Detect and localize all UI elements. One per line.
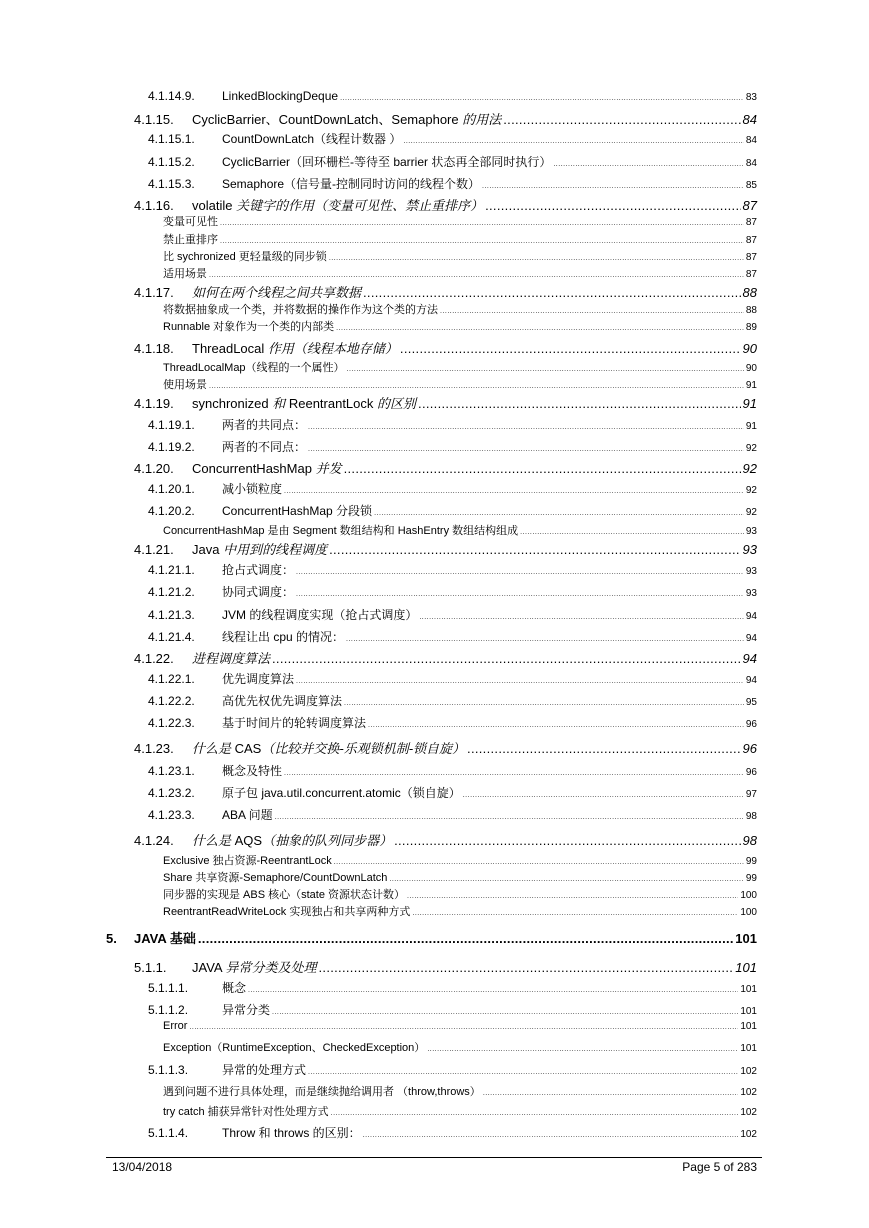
- toc-dot-leader: [329, 542, 740, 557]
- toc-entry[interactable]: [148, 1001, 757, 1018]
- toc-entry[interactable]: [148, 480, 757, 497]
- toc-entry[interactable]: [106, 928, 757, 947]
- toc-entry-title: Share 共享资源-Semaphore/CountDownLatch: [163, 872, 388, 884]
- toc-entry-title-text: volatile: [192, 198, 237, 213]
- toc-entry-number: 4.1.23.3.: [148, 808, 195, 822]
- toc-dot-leader: [296, 569, 744, 576]
- toc-dot-leader: [308, 446, 744, 453]
- toc-entry-title: [192, 393, 416, 412]
- toc-dot-leader: [296, 678, 744, 685]
- toc-entry-page: 99: [745, 856, 757, 867]
- toc-entry[interactable]: [148, 628, 757, 645]
- toc-entry-page: 85: [745, 180, 757, 191]
- toc-entry-page: 93: [745, 588, 757, 599]
- toc-entry-title: try catch 捕获异常针对性处理方式: [163, 1106, 329, 1118]
- toc-entry-title-italic: 进程调度算法: [192, 651, 271, 666]
- toc-entry-page: 98: [742, 833, 757, 848]
- toc-entry-title: [192, 282, 361, 301]
- toc-entry-page: 101: [735, 931, 757, 946]
- toc-entry[interactable]: [163, 522, 757, 538]
- toc-entry-title: [192, 539, 327, 558]
- toc-entry-page: 97: [745, 789, 757, 800]
- toc-entry-title: 两者的不同点：: [222, 440, 307, 454]
- toc-entry-title: 比 sychronized 更轻量级的同步锁: [163, 251, 327, 263]
- toc-entry-number: 4.1.21.1.: [148, 563, 195, 577]
- toc-entry-title: 抢占式调度：: [222, 563, 295, 577]
- toc-entry-page: 93: [745, 526, 757, 537]
- toc-dot-leader: [553, 161, 744, 168]
- toc-entry-page: 90: [742, 341, 757, 356]
- toc-dot-leader: [427, 1046, 738, 1053]
- toc-entry-title: JAVA 基础: [134, 931, 196, 946]
- toc-entry-number: 4.1.17.: [134, 285, 174, 300]
- toc-dot-leader: [198, 931, 733, 946]
- toc-entry-number: 4.1.22.1.: [148, 672, 195, 686]
- toc-entry-number: 4.1.15.3.: [148, 177, 195, 191]
- toc-dot-leader: [368, 722, 744, 729]
- toc-entry-number: 5.1.1.2.: [148, 1003, 189, 1017]
- toc-entry-page: 94: [742, 651, 757, 666]
- toc-entry-number: 4.1.19.1.: [148, 418, 195, 432]
- toc-entry-page: 88: [742, 285, 757, 300]
- toc-dot-leader: [482, 183, 744, 190]
- toc-entry-title: CyclicBarrier（回环栅栏-等待至 barrier 状态再全部同时执行）: [222, 155, 552, 169]
- toc-entry-title-italic: 异常分类及处理: [225, 960, 317, 975]
- toc-entry-number: 4.1.19.2.: [148, 440, 195, 454]
- toc-dot-leader: [336, 325, 744, 332]
- toc-entry-page: 87: [745, 269, 757, 280]
- toc-entry-page: 102: [740, 1087, 757, 1098]
- toc-entry-title: Runnable 对象作为一个类的内部类: [163, 321, 335, 333]
- toc-entry[interactable]: [163, 1039, 757, 1055]
- toc-dot-leader: [220, 220, 744, 227]
- toc-entry-page: 87: [745, 217, 757, 228]
- toc-entry-title: 优先调度算法: [222, 672, 295, 686]
- toc-entry-page: 101: [740, 1006, 757, 1017]
- toc-entry-number: 4.1.15.2.: [148, 155, 195, 169]
- toc-dot-leader: [331, 1110, 739, 1117]
- toc-entry[interactable]: [148, 583, 757, 600]
- toc-entry-title: LinkedBlockingDeque: [222, 89, 339, 103]
- toc-entry[interactable]: [148, 502, 757, 519]
- toc-entry-title: 变量可见性: [163, 216, 218, 228]
- toc-entry-title: [192, 458, 342, 477]
- toc-entry-title-italic: 什么是: [192, 741, 232, 756]
- toc-entry-page: 91: [745, 421, 757, 432]
- toc-entry[interactable]: [163, 1083, 757, 1099]
- toc-entry-page: 84: [742, 112, 757, 127]
- toc-entry[interactable]: [148, 438, 757, 455]
- toc-entry-title-italic: 什么是: [192, 833, 232, 848]
- toc-entry-title: 基于时间片的轮转调度算法: [222, 716, 367, 730]
- toc-entry-title-text: CAS: [231, 741, 262, 756]
- toc-dot-leader: [520, 529, 744, 536]
- toc-dot-leader: [403, 138, 743, 145]
- toc-entry-page: 102: [740, 1066, 757, 1077]
- toc-entry[interactable]: [148, 1061, 757, 1078]
- toc-dot-leader: [485, 198, 740, 213]
- toc-entry-number: 4.1.22.: [134, 651, 174, 666]
- toc-entry-page: 102: [740, 1129, 757, 1140]
- toc-entry[interactable]: [134, 830, 757, 849]
- toc-entry-title: 异常的处理方式: [222, 1063, 307, 1077]
- toc-dot-leader: [483, 1090, 739, 1097]
- toc-entry-number: 4.1.15.: [134, 112, 174, 127]
- toc-entry-page: 93: [742, 542, 757, 557]
- toc-dot-leader: [363, 1132, 739, 1139]
- toc-entry[interactable]: [163, 318, 757, 334]
- toc-entry-title-text: AQS: [231, 833, 263, 848]
- toc-entry[interactable]: [148, 175, 757, 192]
- toc-entry-page: 101: [740, 984, 757, 995]
- footer-date: 13/04/2018: [112, 1160, 173, 1174]
- toc-entry-title: 将数据抽象成一个类，并将数据的操作作为这个类的方法: [163, 304, 438, 316]
- toc-entry-number: 4.1.19.: [134, 396, 174, 411]
- toc-dot-leader: [394, 833, 740, 848]
- toc-entry-number: 4.1.23.2.: [148, 786, 195, 800]
- toc-entry[interactable]: [148, 692, 757, 709]
- toc-entry-title: ReentrantReadWriteLock 实现独占和共享两种方式: [163, 906, 411, 918]
- toc-entry-title: 遇到问题不进行具体处理，而是继续抛给调用者 （throw,throws）: [163, 1086, 481, 1098]
- toc-entry-title: 两者的共同点：: [222, 418, 307, 432]
- toc-entry[interactable]: [134, 738, 757, 757]
- toc-entry-page: 101: [740, 1043, 757, 1054]
- toc-entry-title: 同步器的实现是 ABS 核心（state 资源状态计数）: [163, 889, 406, 901]
- toc-entry[interactable]: [148, 561, 757, 578]
- toc-entry-page: 94: [745, 675, 757, 686]
- toc-entry[interactable]: [134, 957, 757, 976]
- toc-dot-leader: [308, 1069, 738, 1076]
- toc-dot-leader: [284, 770, 744, 777]
- toc-entry-page: 87: [745, 235, 757, 246]
- toc-entry-page: 87: [742, 198, 757, 213]
- toc-entry[interactable]: [163, 903, 757, 919]
- toc-entry-number: 4.1.18.: [134, 341, 174, 356]
- toc-entry-title: 协同式调度：: [222, 585, 295, 599]
- toc-dot-leader: [220, 238, 744, 245]
- toc-entry[interactable]: [134, 458, 757, 477]
- toc-entry-title: 适用场景: [163, 268, 207, 280]
- toc-entry-page: 98: [745, 811, 757, 822]
- toc-entry-title: [192, 195, 483, 214]
- toc-entry-title: 高优先权优先调度算法: [222, 694, 343, 708]
- toc-entry-number: 4.1.23.: [134, 741, 174, 756]
- toc-entry[interactable]: [148, 1124, 757, 1141]
- toc-entry-page: 83: [745, 92, 757, 103]
- toc-entry-title: [192, 109, 501, 128]
- toc-entry-title-text: CyclicBarrier、CountDownLatch、Semaphore: [192, 112, 463, 127]
- toc-entry-title: [192, 957, 317, 976]
- toc-entry-title: 使用场景: [163, 379, 207, 391]
- toc-dot-leader: [340, 95, 744, 102]
- toc-dot-leader: [418, 396, 741, 411]
- toc-entry[interactable]: [163, 301, 757, 317]
- toc-dot-leader: [467, 741, 741, 756]
- toc-entry-number: 4.1.24.: [134, 833, 174, 848]
- toc-entry-title-italic: 并发: [315, 461, 342, 476]
- toc-entry-number: 4.1.14.9.: [148, 89, 195, 103]
- toc-entry-page: 95: [745, 697, 757, 708]
- toc-entry-number: 4.1.16.: [134, 198, 174, 213]
- toc-entry-page: 91: [745, 380, 757, 391]
- toc-dot-leader: [272, 651, 741, 666]
- toc-entry[interactable]: [134, 282, 757, 301]
- toc-entry-title-italic: 和: [272, 396, 286, 411]
- toc-entry-number: 4.1.20.1.: [148, 482, 195, 496]
- toc-entry-number: 5.1.1.3.: [148, 1063, 189, 1077]
- toc-entry[interactable]: [134, 393, 757, 412]
- toc-entry-number: 4.1.21.2.: [148, 585, 195, 599]
- toc-entry-title: 概念及特性: [222, 764, 283, 778]
- toc-entry-page: 92: [742, 461, 757, 476]
- toc-entry-number: 4.1.21.4.: [148, 630, 195, 644]
- toc-entry-title: ThreadLocalMap（线程的一个属性）: [163, 362, 345, 374]
- toc-entry-page: 87: [745, 252, 757, 263]
- toc-entry-title: [192, 338, 398, 357]
- toc-entry-title: Throw 和 throws 的区别：: [222, 1126, 361, 1140]
- toc-entry-page: 94: [745, 633, 757, 644]
- toc-entry-title: ConcurrentHashMap 是由 Segment 数组结构和 HashEntry 数组结构组成: [163, 525, 519, 537]
- toc-entry-page: 102: [740, 1107, 757, 1118]
- toc-entry-title: 禁止重排序: [163, 234, 218, 246]
- toc-entry[interactable]: [163, 869, 757, 885]
- toc-entry-page: 100: [740, 890, 757, 901]
- toc-entry-title-italic: 作用（线程本地存储）: [267, 341, 398, 356]
- toc-entry[interactable]: [134, 338, 757, 357]
- toc-entry-number: 4.1.22.2.: [148, 694, 195, 708]
- toc-entry-title-italic: （比较并交换-乐观锁机制-锁自旋）: [261, 741, 466, 756]
- toc-entry[interactable]: [148, 784, 757, 801]
- toc-entry-page: 84: [745, 158, 757, 169]
- toc-entry-page: 99: [745, 873, 757, 884]
- toc-dot-leader: [272, 1009, 738, 1016]
- toc-entry[interactable]: [134, 109, 757, 128]
- toc-entry-page: 100: [740, 907, 757, 918]
- toc-entry-page: 88: [745, 305, 757, 316]
- toc-entry-page: 93: [745, 566, 757, 577]
- toc-dot-leader: [412, 910, 738, 917]
- toc-entry-number: 4.1.20.: [134, 461, 174, 476]
- toc-entry-title-text: Java: [192, 542, 224, 557]
- toc-entry-title-text: synchronized: [192, 396, 273, 411]
- toc-entry-title: Exception（RuntimeException、CheckedException）: [163, 1042, 426, 1054]
- toc-dot-leader: [209, 383, 744, 390]
- toc-entry-title: Error: [163, 1020, 188, 1032]
- toc-entry[interactable]: [163, 376, 757, 392]
- toc-entry-number: 4.1.23.1.: [148, 764, 195, 778]
- toc-entry-page: 96: [742, 741, 757, 756]
- toc-entry[interactable]: [163, 248, 757, 264]
- toc-entry-page: 92: [745, 507, 757, 518]
- toc-entry[interactable]: [163, 1020, 757, 1032]
- toc-entry[interactable]: [163, 265, 757, 281]
- toc-entry[interactable]: [148, 979, 757, 996]
- toc-dot-leader: [344, 461, 741, 476]
- toc-entry[interactable]: [163, 213, 757, 229]
- toc-entry-title: [192, 830, 392, 849]
- toc-entry-title-italic: 关键字的作用（变量可见性、禁止重排序）: [236, 198, 484, 213]
- toc-entry[interactable]: [148, 130, 757, 147]
- toc-dot-leader: [189, 1024, 738, 1031]
- toc-entry-title-text: ConcurrentHashMap: [192, 461, 316, 476]
- toc-entry-page: 84: [745, 135, 757, 146]
- toc-entry-number: 5.1.1.1.: [148, 981, 189, 995]
- toc-entry-page: 96: [745, 767, 757, 778]
- toc-entry[interactable]: [148, 89, 757, 103]
- toc-dot-leader: [419, 614, 744, 621]
- toc-entry-title: 异常分类: [222, 1003, 271, 1017]
- toc-entry-page: 91: [742, 396, 757, 411]
- toc-dot-leader: [346, 636, 744, 643]
- toc-dot-leader: [296, 591, 744, 598]
- toc-dot-leader: [374, 510, 744, 517]
- toc-dot-leader: [347, 366, 744, 373]
- toc-entry-number: 5.1.1.: [134, 960, 167, 975]
- toc-entry-title: [192, 738, 465, 757]
- toc-entry-title-italic: 的区别: [377, 396, 417, 411]
- toc-entry[interactable]: [134, 648, 757, 667]
- toc-entry[interactable]: [163, 886, 757, 902]
- toc-entry-title: CountDownLatch（线程计数器 ）: [222, 132, 402, 146]
- toc-entry-title: JVM 的线程调度实现（抢占式调度）: [222, 608, 418, 622]
- toc-dot-leader: [400, 341, 741, 356]
- toc-entry[interactable]: [163, 1103, 757, 1119]
- toc-entry-number: 5.: [106, 931, 117, 946]
- toc-dot-leader: [389, 876, 743, 883]
- toc-entry[interactable]: [163, 231, 757, 247]
- toc-entry-page: 92: [745, 443, 757, 454]
- toc-entry[interactable]: [148, 714, 757, 731]
- toc-entry-title-italic: 的用法: [462, 112, 502, 127]
- toc-entry-page: 94: [745, 611, 757, 622]
- toc-entry-title-italic: 如何在两个线程之间共享数据: [192, 285, 362, 300]
- toc-entry-title: Semaphore（信号量-控制同时访问的线程个数）: [222, 177, 481, 191]
- toc-entry-number: 4.1.22.3.: [148, 716, 195, 730]
- toc-entry[interactable]: [134, 195, 757, 214]
- toc-entry-page: 96: [745, 719, 757, 730]
- toc-dot-leader: [284, 488, 744, 495]
- toc-entry-title: 减小锁粒度: [222, 482, 283, 496]
- toc-entry[interactable]: [134, 539, 757, 558]
- toc-dot-leader: [363, 285, 741, 300]
- toc-entry-title: [192, 648, 270, 667]
- toc-entry-title: 概念: [222, 981, 247, 995]
- footer-page-number: Page 5 of 283: [682, 1160, 757, 1174]
- toc-entry[interactable]: [163, 359, 757, 375]
- footer-divider: [106, 1157, 762, 1158]
- toc-dot-leader: [344, 700, 744, 707]
- toc-entry-number: 4.1.15.1.: [148, 132, 195, 146]
- toc-entry[interactable]: [163, 852, 757, 868]
- toc-entry-title-text: JAVA: [192, 960, 226, 975]
- toc-entry-number: 4.1.21.: [134, 542, 174, 557]
- toc-dot-leader: [248, 987, 738, 994]
- toc-entry-title-italic: （抽象的队列同步器）: [262, 833, 393, 848]
- toc-entry-title: Exclusive 独占资源-ReentrantLock: [163, 855, 332, 867]
- toc-entry[interactable]: [148, 762, 757, 779]
- toc-entry-title-text: ReentrantLock: [285, 396, 378, 411]
- toc-entry-title-text: ThreadLocal: [192, 341, 268, 356]
- toc-entry-title: 线程让出 cpu 的情况：: [222, 630, 345, 644]
- toc-dot-leader: [334, 859, 744, 866]
- toc-entry-number: 4.1.20.2.: [148, 504, 195, 518]
- toc-entry[interactable]: [148, 806, 757, 823]
- toc-entry-page: 90: [745, 363, 757, 374]
- toc-entry-title: ABA 问题: [222, 808, 273, 822]
- toc-entry-page: 92: [745, 485, 757, 496]
- toc-entry-number: 5.1.1.4.: [148, 1126, 189, 1140]
- toc-entry[interactable]: [148, 606, 757, 623]
- toc-dot-leader: [407, 893, 738, 900]
- toc-dot-leader: [463, 792, 744, 799]
- toc-dot-leader: [308, 424, 744, 431]
- toc-dot-leader: [440, 308, 744, 315]
- toc-dot-leader: [329, 255, 744, 262]
- toc-entry-title: ConcurrentHashMap 分段锁: [222, 504, 373, 518]
- toc-entry-title: 原子包 java.util.concurrent.atomic（锁自旋）: [222, 786, 461, 800]
- toc-dot-leader: [319, 960, 734, 975]
- toc-entry-number: 4.1.21.3.: [148, 608, 195, 622]
- toc-entry-title-italic: 中用到的线程调度: [223, 542, 328, 557]
- toc-dot-leader: [503, 112, 740, 127]
- toc-entry-page: 101: [740, 1021, 757, 1032]
- toc-dot-leader: [275, 814, 744, 821]
- toc-entry[interactable]: [148, 416, 757, 433]
- toc-entry[interactable]: [148, 153, 757, 170]
- toc-dot-leader: [209, 272, 744, 279]
- toc-entry-page: 101: [735, 960, 757, 975]
- toc-entry-page: 89: [745, 322, 757, 333]
- toc-entry[interactable]: [148, 670, 757, 687]
